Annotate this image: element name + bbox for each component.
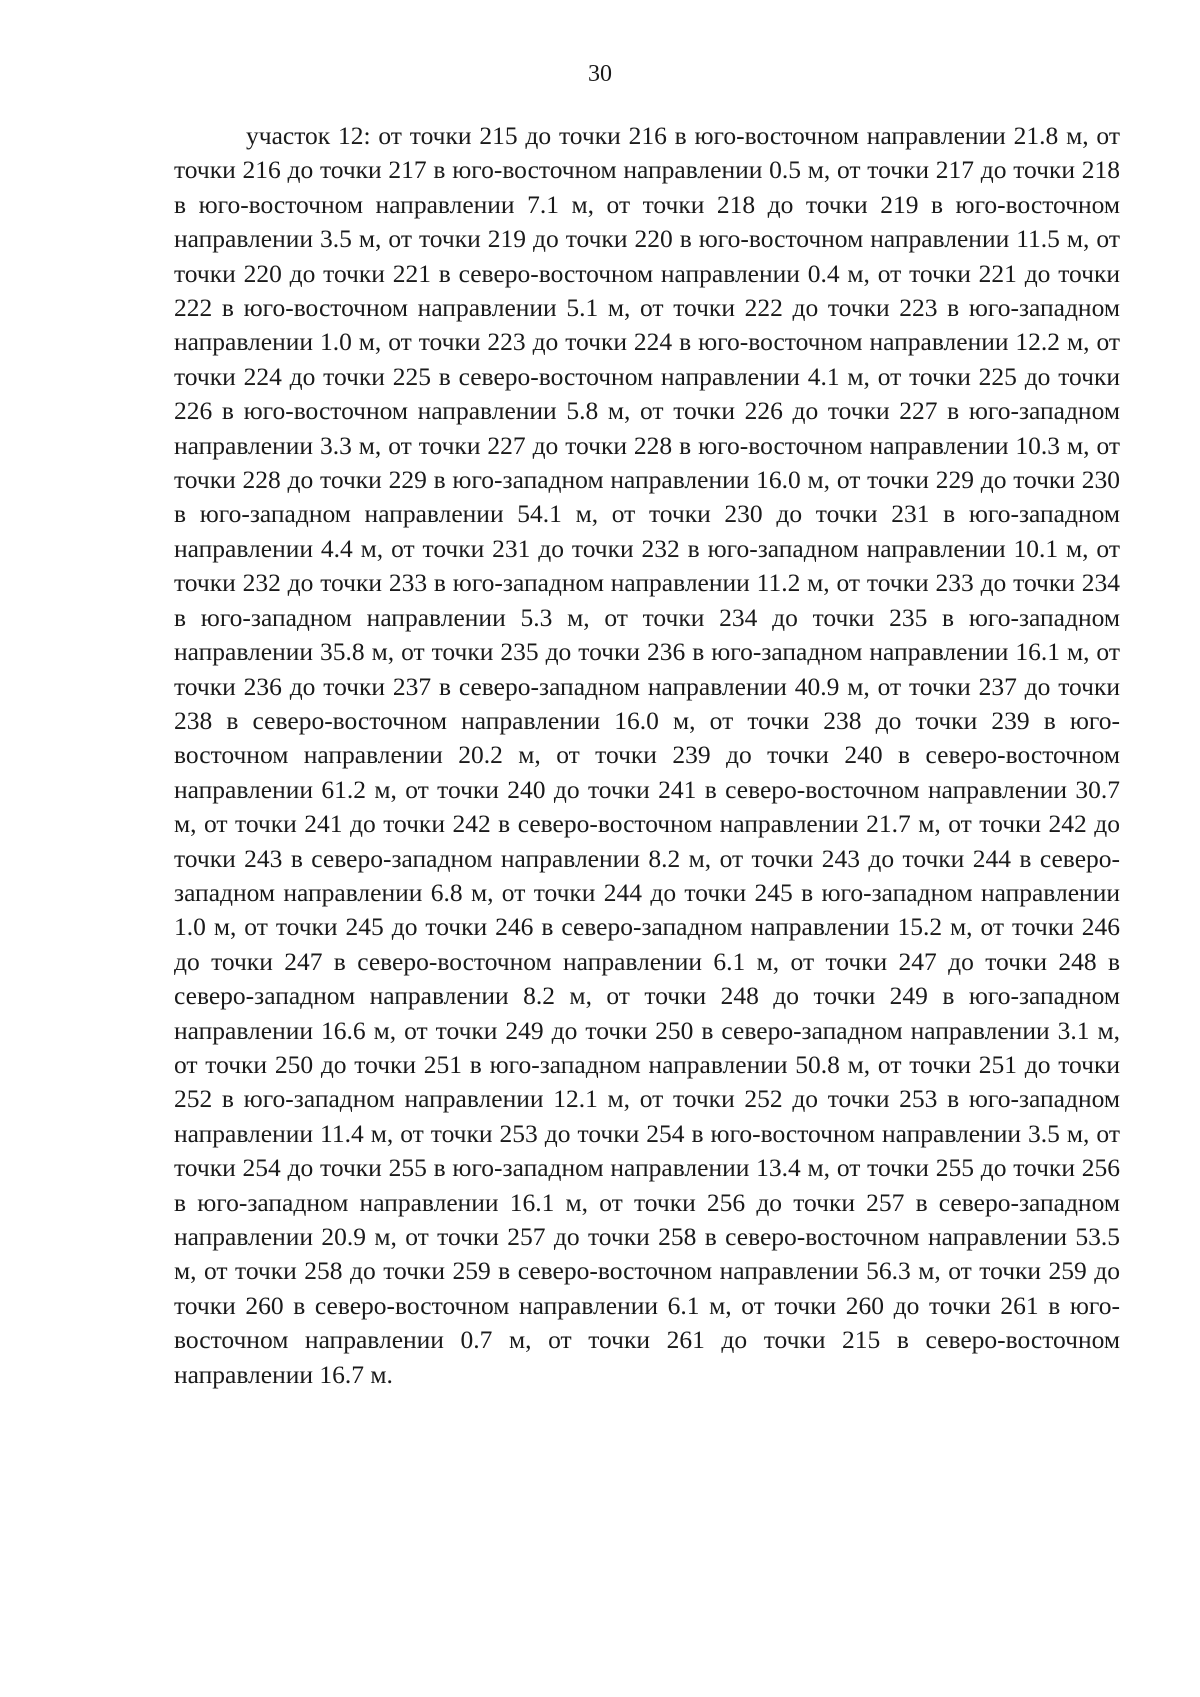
body-paragraph: участок 12: от точки 215 до точки 216 в юго-восточном направлении 21.8 м, от точки 216 до точки 217 в юго-восточном направлении 0.5 м, от точки 217 до точки 218 в юго-восточном направлении 7.1 м, от точки 218 до точки 219 в юго-восточном направлении 3.5 м, от точки 219 до точки 220 в юго-восточном направлении 11.5 м, от точки 220 до точки 221 в северо-восточном направлении 0.4 м, от точки 221 до точки 222 в юго-восточном направлении 5.1 м, от точки 222 до точки 223 в юго-западном направлении 1.0 м, от точки 223 до точки 224 в юго-восточном направлении 12.2 м, от точки 224 до точки 225 в северо-восточном направлении 4.1 м, от точки 225 до точки 226 в юго-восточном направлении 5.8 м, от точки 226 до точки 227 в юго-западном направлении 3.3 м, от точки 227 до точки 228 в юго-восточном направлении 10.3 м, от точки 228 до точки 229 в юго-западном направлении 16.0 м, от точки 229 до точки 230 в юго-западном направлении 54.1 м, от точки 230 до точки 231 в юго-западном направлении 4.4 м, от точки 231 до точки 232 в юго-западном направлении 10.1 м, от точки 232 до точки 233 в юго-западном направлении 11.2 м, от точки 233 до точки 234 в юго-западном направлении 5.3 м, от точки 234 до точки 235 в юго-западном направлении 35.8 м, от точки 235 до точки 236 в юго-западном направлении 16.1 м, от точки 236 до точки 237 в северо-западном направлении 40.9 м, от точки 237 до точки 238 в северо-восточном направлении 16.0 м, от точки 238 до точки 239 в юго-восточном направлении 20.2 м, от точки 239 до точки 240 в северо-восточном направлении 61.2 м, от точки 240 до точки 241 в северо-восточном направлении 30.7 м, от точки 241 до точки 242 в северо-восточном направлении 21.7 м, от точки 242 до точки 243 в северо-западном направлении 8.2 м, от точки 243 до точки 244 в северо-западном направлении 6.8 м, от точки 244 до точки 245 в юго-западном направлении 1.0 м, от точки 245 до точки 246 в северо-западном направлении 15.2 м, от точки 246 до точки 247 в северо-восточном направлении 6.1 м, от точки 247 до точки 248 в северо-западном направлении 8.2 м, от точки 248 до точки 249 в юго-западном направлении 16.6 м, от точки 249 до точки 250 в северо-западном направлении 3.1 м, от точки 250 до точки 251 в юго-западном направлении 50.8 м, от точки 251 до точки 252 в юго-западном направлении 12.1 м, от точки 252 до точки 253 в юго-западном направлении 11.4 м, от точки 253 до точки 254 в юго-восточном направлении 3.5 м, от точки 254 до точки 255 в юго-западном направлении 13.4 м, от точки 255 до точки 256 в юго-западном направлении 16.1 м, от точки 256 до точки 257 в северо-западном направлении 20.9 м, от точки 257 до точки 258 в северо-восточном направлении 53.5 м, от точки 258 до точки 259 в северо-восточном направлении 56.3 м, от точки 259 до точки 260 в северо-восточном направлении 6.1 м, от точки 260 до точки 261 в юго-восточном направлении 0.7 м, от точки 261 до точки 215 в северо-восточном направлении 16.7 м. [174, 121, 1120, 1389]
page-number: 30 [588, 61, 612, 87]
